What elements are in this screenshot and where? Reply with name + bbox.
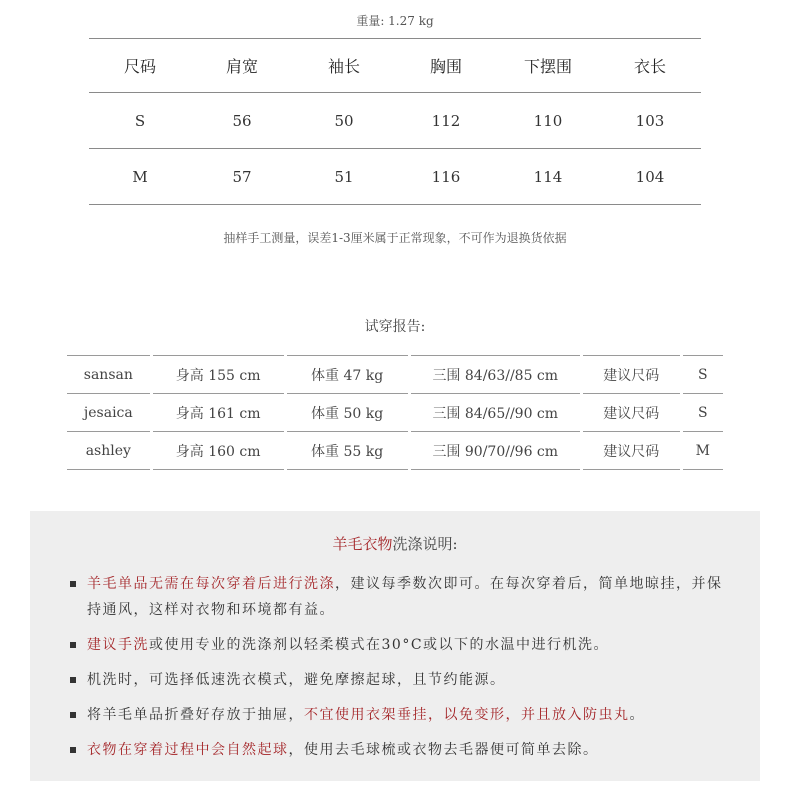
table-cell: 114 — [497, 149, 599, 205]
care-instructions-panel — [30, 511, 760, 781]
table-cell: 116 — [395, 149, 497, 205]
care-text: 机洗时，可选择低速洗衣模式，避免摩擦起球，且节约能源。 — [87, 672, 506, 688]
table-cell: 56 — [191, 93, 293, 149]
table-cell: S — [89, 93, 191, 149]
trial-height: 身高 155 cm — [153, 355, 284, 393]
table-cell: 112 — [395, 93, 497, 149]
trial-suggest-label: 建议尺码 — [583, 393, 680, 431]
trial-height: 身高 161 cm — [153, 393, 284, 431]
trial-name: ashley — [67, 431, 150, 470]
care-text: 将羊毛单品折叠好存放于抽屉， — [87, 707, 304, 723]
care-text: ，使用去毛球梳或衣物去毛器便可简单去除。 — [288, 742, 599, 758]
measurement-note: 抽样手工测量，误差1-3厘米属于正常现象，不可作为退换货依据 — [223, 231, 567, 245]
header-shoulder: 肩宽 — [191, 39, 293, 93]
trial-suggest-size: S — [683, 355, 723, 393]
header-length: 衣长 — [599, 39, 701, 93]
square-bullet-icon — [70, 642, 76, 648]
header-size: 尺码 — [89, 39, 191, 93]
care-text: ，建议每季数次即可。在每次穿着后，简单地晾挂，并保持通风，这样对衣物和环境都有益。 — [87, 576, 723, 618]
trial-weight: 体重 50 kg — [287, 393, 408, 431]
header-chest: 胸围 — [395, 39, 497, 93]
table-cell: 104 — [599, 149, 701, 205]
size-chart-table — [89, 38, 701, 205]
care-title-text: 洗涤说明: — [392, 535, 458, 553]
list-item — [70, 702, 730, 728]
trial-weight: 体重 47 kg — [287, 355, 408, 393]
trial-measurements: 三围 84/65//90 cm — [411, 393, 580, 431]
trial-measurements: 三围 84/63//85 cm — [411, 355, 580, 393]
care-text: 或使用专业的洗涤剂以轻柔模式在30°C或以下的水温中进行机洗。 — [149, 637, 610, 653]
table-row — [89, 93, 701, 149]
product-weight: 重量: 1.27 kg — [356, 14, 434, 28]
trial-suggest-label: 建议尺码 — [583, 431, 680, 470]
table-row — [67, 431, 723, 470]
trial-report-title: 试穿报告: — [364, 319, 426, 335]
table-cell: M — [89, 149, 191, 205]
trial-name: jesaica — [67, 393, 150, 431]
care-title — [30, 533, 760, 554]
list-item — [70, 632, 730, 658]
trial-report-table — [64, 355, 726, 470]
square-bullet-icon — [70, 581, 76, 587]
table-cell: 51 — [293, 149, 395, 205]
care-highlight: 建议手洗 — [87, 637, 149, 653]
care-title-highlight: 羊毛衣物 — [332, 535, 393, 553]
table-row — [89, 149, 701, 205]
trial-weight: 体重 55 kg — [287, 431, 408, 470]
size-chart-header-row — [89, 39, 701, 93]
list-item — [70, 737, 730, 763]
trial-suggest-size: S — [683, 393, 723, 431]
header-hem: 下摆围 — [497, 39, 599, 93]
list-item — [70, 571, 730, 623]
table-cell: 103 — [599, 93, 701, 149]
trial-suggest-size: M — [683, 431, 723, 470]
care-list — [70, 571, 730, 772]
table-cell: 50 — [293, 93, 395, 149]
table-row — [67, 393, 723, 431]
care-highlight: 羊毛单品无需在每次穿着后进行洗涤 — [87, 576, 335, 592]
table-row — [67, 355, 723, 393]
square-bullet-icon — [70, 712, 76, 718]
care-tail: 。 — [629, 707, 645, 723]
care-highlight: 衣物在穿着过程中会自然起球 — [87, 742, 289, 758]
trial-name: sansan — [67, 355, 150, 393]
trial-measurements: 三围 90/70//96 cm — [411, 431, 580, 470]
table-cell: 110 — [497, 93, 599, 149]
header-sleeve: 袖长 — [293, 39, 395, 93]
trial-height: 身高 160 cm — [153, 431, 284, 470]
square-bullet-icon — [70, 677, 76, 683]
trial-suggest-label: 建议尺码 — [583, 355, 680, 393]
care-highlight: 不宜使用衣架垂挂，以免变形，并且放入防虫丸 — [304, 707, 630, 723]
list-item — [70, 667, 730, 693]
table-cell: 57 — [191, 149, 293, 205]
square-bullet-icon — [70, 747, 76, 753]
